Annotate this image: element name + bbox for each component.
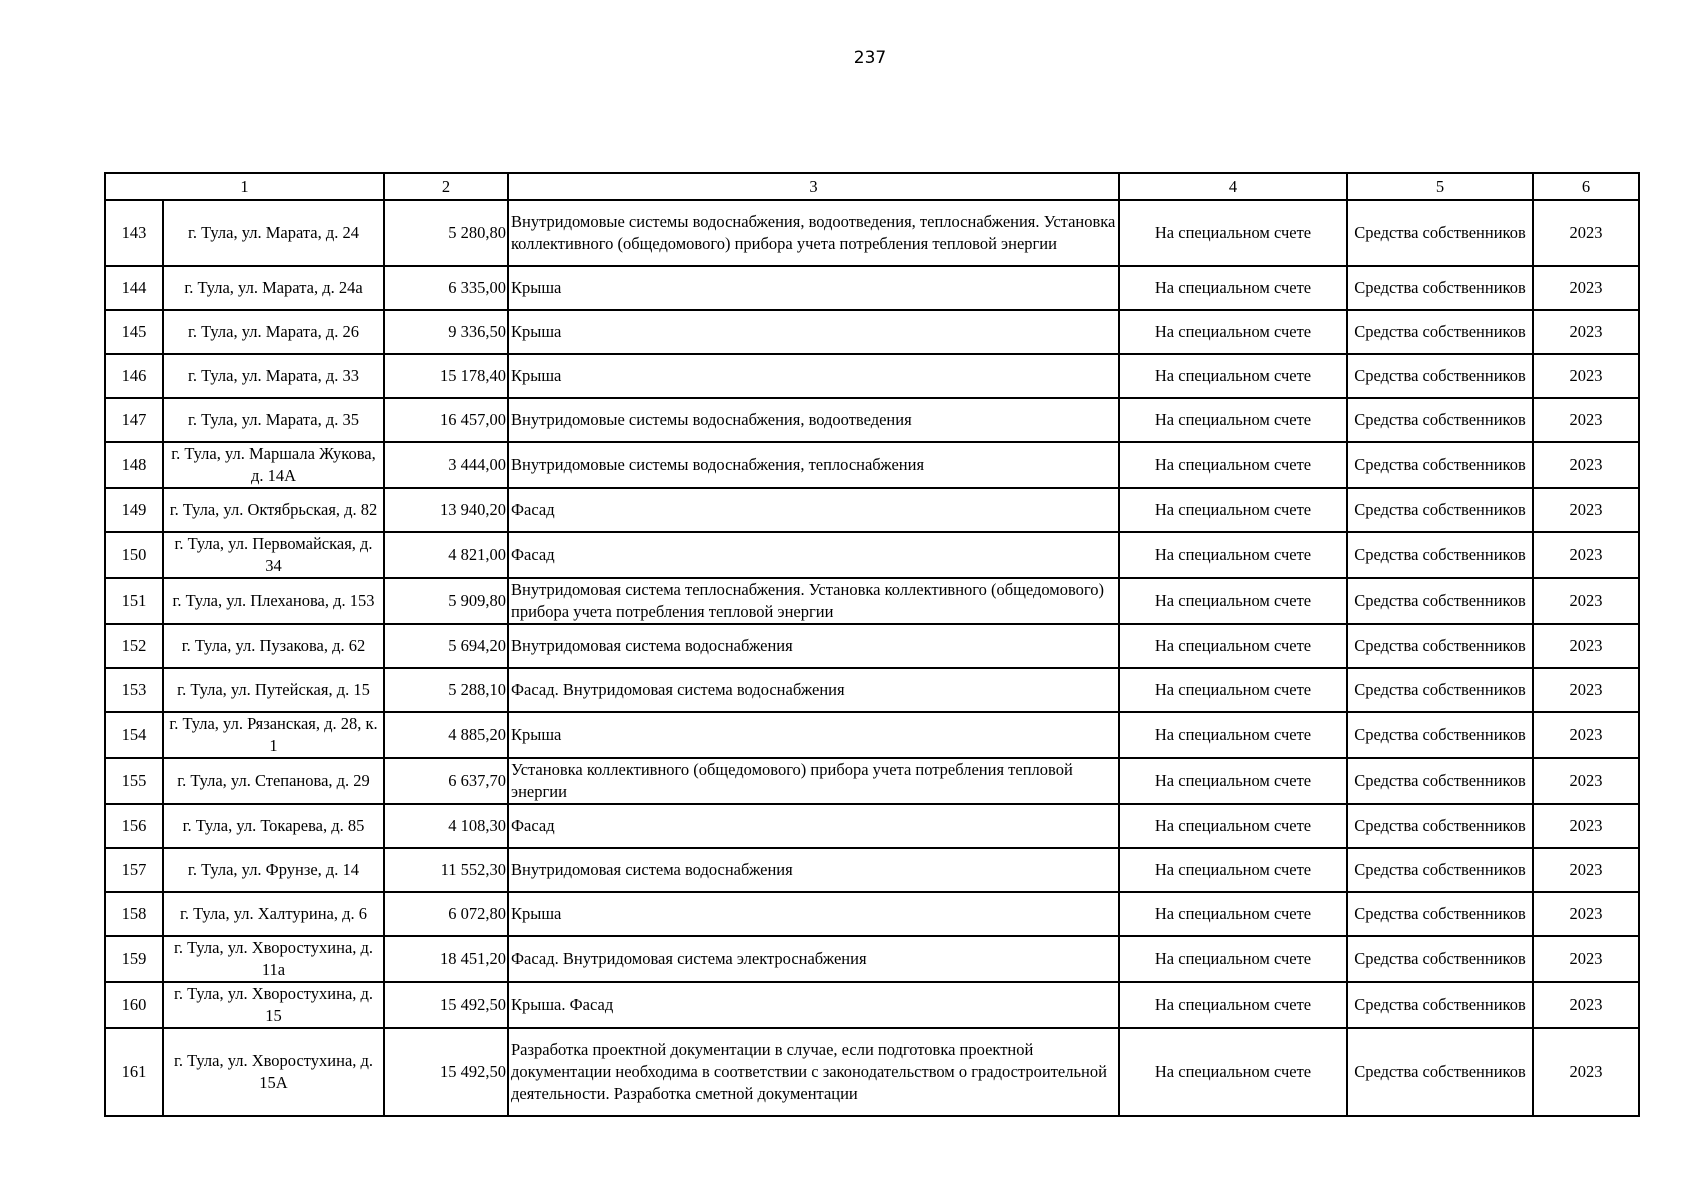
row-funding-source: Средства собственников [1347, 892, 1533, 936]
header-row [105, 173, 1639, 200]
row-work-type: Фасад [508, 488, 1119, 532]
row-funding-source: Средства собственников [1347, 310, 1533, 354]
row-number: 154 [105, 712, 163, 758]
row-cost: 15 492,50 [384, 1028, 508, 1116]
row-cost: 5 909,80 [384, 578, 508, 624]
row-fund-method: На специальном счете [1119, 624, 1347, 668]
row-address: г. Тула, ул. Токарева, д. 85 [163, 804, 384, 848]
row-fund-method: На специальном счете [1119, 398, 1347, 442]
row-funding-source: Средства собственников [1347, 354, 1533, 398]
row-fund-method: На специальном счете [1119, 310, 1347, 354]
row-number: 158 [105, 892, 163, 936]
row-funding-source: Средства собственников [1347, 758, 1533, 804]
header-col-5: 5 [1347, 173, 1533, 200]
row-year: 2023 [1533, 488, 1639, 532]
row-fund-method: На специальном счете [1119, 488, 1347, 532]
row-year: 2023 [1533, 624, 1639, 668]
row-work-type: Внутридомовые системы водоснабжения, водоотведения [508, 398, 1119, 442]
row-funding-source: Средства собственников [1347, 624, 1533, 668]
row-work-type: Фасад. Внутридомовая система водоснабжения [508, 668, 1119, 712]
header-col-6: 6 [1533, 173, 1639, 200]
row-number: 144 [105, 266, 163, 310]
row-address: г. Тула, ул. Маршала Жукова, д. 14А [163, 442, 384, 488]
row-number: 146 [105, 354, 163, 398]
row-address: г. Тула, ул. Степанова, д. 29 [163, 758, 384, 804]
row-number: 152 [105, 624, 163, 668]
row-work-type: Внутридомовая система теплоснабжения. Установка коллективного (общедомового) прибора учета потребления тепловой энергии [508, 578, 1119, 624]
row-funding-source: Средства собственников [1347, 488, 1533, 532]
row-cost: 16 457,00 [384, 398, 508, 442]
table-row [105, 1028, 1639, 1116]
row-funding-source: Средства собственников [1347, 1028, 1533, 1116]
row-cost: 6 072,80 [384, 892, 508, 936]
row-number: 148 [105, 442, 163, 488]
table-row [105, 398, 1639, 442]
header-col-3: 3 [508, 173, 1119, 200]
row-year: 2023 [1533, 200, 1639, 266]
row-year: 2023 [1533, 398, 1639, 442]
row-funding-source: Средства собственников [1347, 200, 1533, 266]
row-number: 149 [105, 488, 163, 532]
row-fund-method: На специальном счете [1119, 892, 1347, 936]
row-funding-source: Средства собственников [1347, 668, 1533, 712]
row-address: г. Тула, ул. Марата, д. 24 [163, 200, 384, 266]
row-year: 2023 [1533, 892, 1639, 936]
table-row [105, 982, 1639, 1028]
row-fund-method: На специальном счете [1119, 442, 1347, 488]
row-work-type: Внутридомовые системы водоснабжения, теплоснабжения [508, 442, 1119, 488]
row-address: г. Тула, ул. Марата, д. 24а [163, 266, 384, 310]
row-work-type: Фасад [508, 804, 1119, 848]
row-number: 156 [105, 804, 163, 848]
table-row [105, 804, 1639, 848]
header-col-4: 4 [1119, 173, 1347, 200]
row-funding-source: Средства собственников [1347, 848, 1533, 892]
row-number: 150 [105, 532, 163, 578]
row-fund-method: На специальном счете [1119, 758, 1347, 804]
row-address: г. Тула, ул. Хворостухина, д. 11а [163, 936, 384, 982]
row-address: г. Тула, ул. Хворостухина, д. 15А [163, 1028, 384, 1116]
row-address: г. Тула, ул. Халтурина, д. 6 [163, 892, 384, 936]
row-address: г. Тула, ул. Марата, д. 26 [163, 310, 384, 354]
row-fund-method: На специальном счете [1119, 804, 1347, 848]
row-cost: 15 492,50 [384, 982, 508, 1028]
row-funding-source: Средства собственников [1347, 442, 1533, 488]
row-funding-source: Средства собственников [1347, 936, 1533, 982]
row-year: 2023 [1533, 982, 1639, 1028]
table-row [105, 532, 1639, 578]
row-year: 2023 [1533, 310, 1639, 354]
row-work-type: Крыша [508, 266, 1119, 310]
page-number: 237 [853, 48, 887, 68]
table-row [105, 848, 1639, 892]
row-funding-source: Средства собственников [1347, 532, 1533, 578]
row-cost: 15 178,40 [384, 354, 508, 398]
row-fund-method: На специальном счете [1119, 266, 1347, 310]
row-number: 145 [105, 310, 163, 354]
row-fund-method: На специальном счете [1119, 354, 1347, 398]
table-row [105, 354, 1639, 398]
row-fund-method: На специальном счете [1119, 668, 1347, 712]
row-cost: 3 444,00 [384, 442, 508, 488]
row-work-type: Фасад [508, 532, 1119, 578]
table-row [105, 488, 1639, 532]
row-work-type: Крыша [508, 354, 1119, 398]
row-cost: 5 694,20 [384, 624, 508, 668]
row-fund-method: На специальном счете [1119, 848, 1347, 892]
table-row [105, 442, 1639, 488]
row-number: 159 [105, 936, 163, 982]
row-cost: 11 552,30 [384, 848, 508, 892]
works-table [104, 172, 1640, 1117]
row-funding-source: Средства собственников [1347, 578, 1533, 624]
row-address: г. Тула, ул. Хворостухина, д. 15 [163, 982, 384, 1028]
row-fund-method: На специальном счете [1119, 712, 1347, 758]
row-cost: 6 335,00 [384, 266, 508, 310]
row-number: 143 [105, 200, 163, 266]
row-work-type: Фасад. Внутридомовая система электроснабжения [508, 936, 1119, 982]
table-row [105, 310, 1639, 354]
row-address: г. Тула, ул. Плеханова, д. 153 [163, 578, 384, 624]
row-year: 2023 [1533, 936, 1639, 982]
row-funding-source: Средства собственников [1347, 712, 1533, 758]
row-cost: 4 821,00 [384, 532, 508, 578]
row-cost: 4 885,20 [384, 712, 508, 758]
row-year: 2023 [1533, 668, 1639, 712]
row-address: г. Тула, ул. Марата, д. 35 [163, 398, 384, 442]
row-number: 147 [105, 398, 163, 442]
table-row [105, 936, 1639, 982]
row-cost: 18 451,20 [384, 936, 508, 982]
row-address: г. Тула, ул. Рязанская, д. 28, к. 1 [163, 712, 384, 758]
row-number: 155 [105, 758, 163, 804]
row-work-type: Внутридомовые системы водоснабжения, водоотведения, теплоснабжения. Установка коллективного (общедомового) прибора учета потребления тепловой энергии [508, 200, 1119, 266]
row-number: 151 [105, 578, 163, 624]
row-year: 2023 [1533, 848, 1639, 892]
row-year: 2023 [1533, 354, 1639, 398]
row-fund-method: На специальном счете [1119, 578, 1347, 624]
header-col-1: 1 [105, 173, 384, 200]
row-number: 161 [105, 1028, 163, 1116]
row-number: 160 [105, 982, 163, 1028]
row-work-type: Внутридомовая система водоснабжения [508, 624, 1119, 668]
row-address: г. Тула, ул. Первомайская, д. 34 [163, 532, 384, 578]
row-address: г. Тула, ул. Фрунзе, д. 14 [163, 848, 384, 892]
row-fund-method: На специальном счете [1119, 1028, 1347, 1116]
row-funding-source: Средства собственников [1347, 266, 1533, 310]
table-row [105, 578, 1639, 624]
row-cost: 13 940,20 [384, 488, 508, 532]
row-work-type: Разработка проектной документации в случае, если подготовка проектной документации необходима в соответствии с законодательством о градостроительной деятельности. Разработка сметной документации [508, 1028, 1119, 1116]
table-row [105, 266, 1639, 310]
row-address: г. Тула, ул. Октябрьская, д. 82 [163, 488, 384, 532]
row-address: г. Тула, ул. Марата, д. 33 [163, 354, 384, 398]
row-year: 2023 [1533, 532, 1639, 578]
row-year: 2023 [1533, 442, 1639, 488]
table-row [105, 892, 1639, 936]
row-fund-method: На специальном счете [1119, 532, 1347, 578]
table-row [105, 200, 1639, 266]
row-number: 153 [105, 668, 163, 712]
row-work-type: Крыша [508, 310, 1119, 354]
row-cost: 4 108,30 [384, 804, 508, 848]
row-fund-method: На специальном счете [1119, 982, 1347, 1028]
row-cost: 5 280,80 [384, 200, 508, 266]
row-work-type: Установка коллективного (общедомового) прибора учета потребления тепловой энергии [508, 758, 1119, 804]
row-year: 2023 [1533, 266, 1639, 310]
row-year: 2023 [1533, 804, 1639, 848]
row-work-type: Крыша. Фасад [508, 982, 1119, 1028]
row-funding-source: Средства собственников [1347, 982, 1533, 1028]
table-row [105, 624, 1639, 668]
row-fund-method: На специальном счете [1119, 936, 1347, 982]
row-year: 2023 [1533, 1028, 1639, 1116]
row-cost: 5 288,10 [384, 668, 508, 712]
row-year: 2023 [1533, 712, 1639, 758]
row-address: г. Тула, ул. Путейская, д. 15 [163, 668, 384, 712]
row-funding-source: Средства собственников [1347, 398, 1533, 442]
row-work-type: Крыша [508, 892, 1119, 936]
row-work-type: Крыша [508, 712, 1119, 758]
row-cost: 9 336,50 [384, 310, 508, 354]
row-year: 2023 [1533, 758, 1639, 804]
row-address: г. Тула, ул. Пузакова, д. 62 [163, 624, 384, 668]
row-number: 157 [105, 848, 163, 892]
table-row [105, 712, 1639, 758]
table-row [105, 758, 1639, 804]
row-year: 2023 [1533, 578, 1639, 624]
row-cost: 6 637,70 [384, 758, 508, 804]
header-col-2: 2 [384, 173, 508, 200]
table-row [105, 668, 1639, 712]
row-work-type: Внутридомовая система водоснабжения [508, 848, 1119, 892]
row-funding-source: Средства собственников [1347, 804, 1533, 848]
row-fund-method: На специальном счете [1119, 200, 1347, 266]
